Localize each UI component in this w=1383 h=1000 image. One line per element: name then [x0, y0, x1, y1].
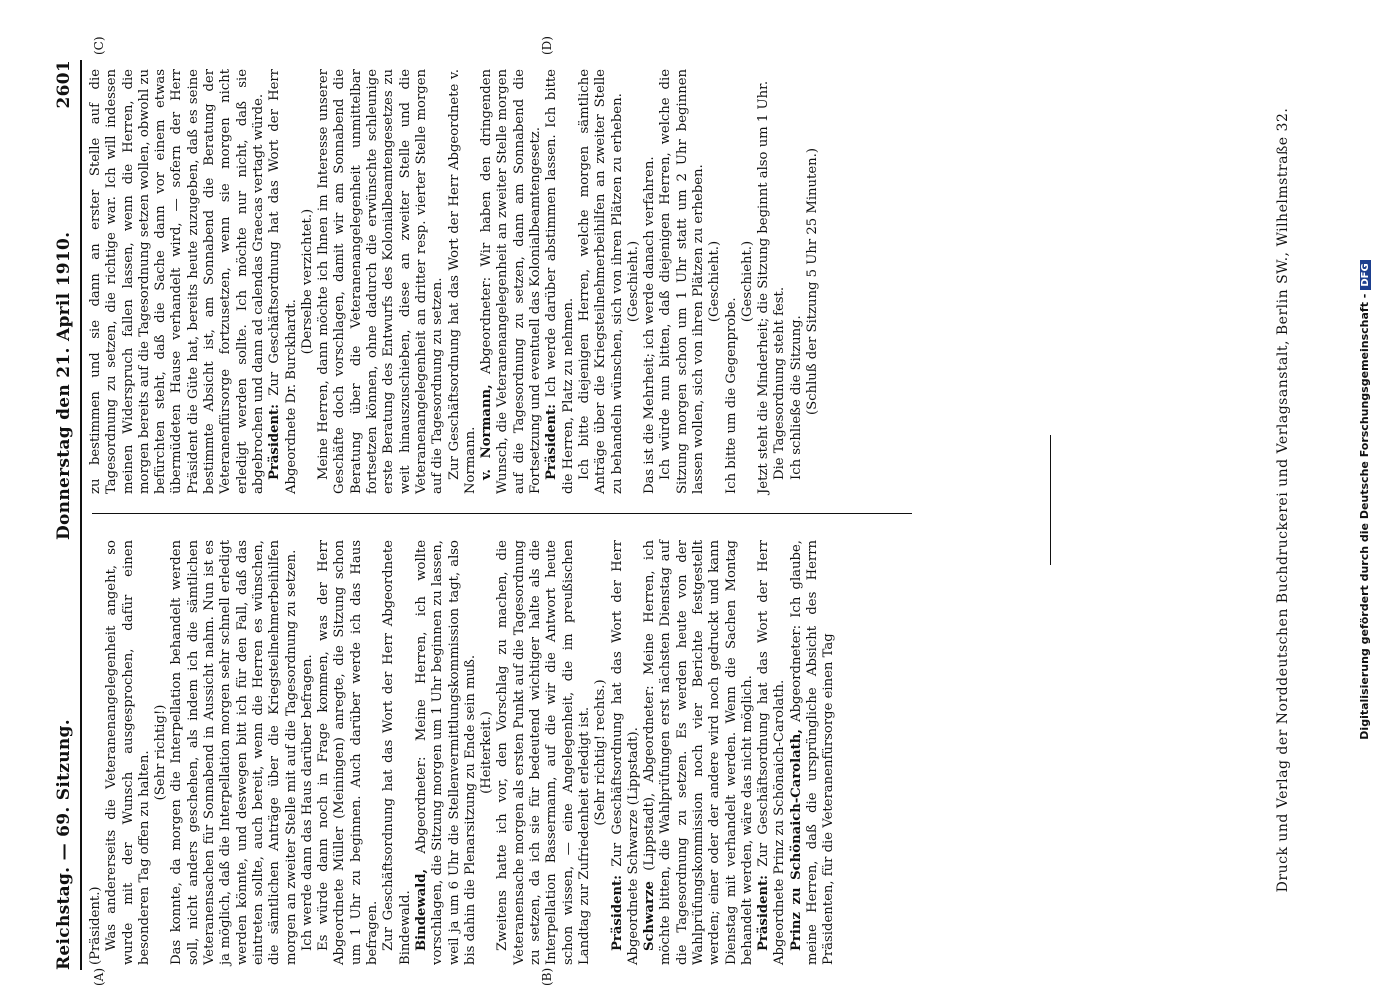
left-column-paragraph — [300, 540, 316, 965]
right-column-paragraph — [772, 69, 788, 494]
end-rule — [1050, 435, 1051, 565]
paragraph-text: Zur Geschäftsordnung hat das Wort der Herr Abgeordnete v. Normann. — [446, 69, 478, 494]
page-number: 2601 — [54, 60, 74, 109]
paragraph-text: Das konnte, da morgen die Interpellation behandelt werden soll, nicht anders geschehen, als indem ich die sämtlichen Veteranensachen für Sonnabend in Aussicht nahm. Nun ist es ja möglich, daß die Interpellation morgen sehr schnell erledigt werden könnte, und deswegen bitt ich für den Fall, daß das eintreten sollte, auch bereit, wenn die Herren es wünschen, die sämtlichen Anträge über die Kriegsteilnehmerbeihilfen morgen an zweiter Stelle mit auf die Tagesordnung zu setzen. — [169, 540, 299, 965]
right-column-paragraph — [479, 69, 544, 494]
paragraph-text: Zur Geschäftsordnung hat das Wort der Herr Abgeordnete Schwarze (Lippstadt). — [609, 540, 641, 965]
paragraph-text: (Sehr richtig! rechts.) — [593, 679, 609, 826]
left-column-paragraph — [104, 540, 153, 965]
imprint-line: Druck und Verlag der Norddeutschen Buchdruckerei und Verlagsanstalt, Berlin SW., Wilhelmstraße 32. — [1275, 107, 1291, 893]
paragraph-text: Meine Herren, dann möchte ich Ihnen im Interesse unserer Geschäfte doch vorschlagen, damit wir am Sonnabend die Beratung über die Veteranenangelegenheit unmittelbar fortsetzen können, ohne dadurch die erwünschte schleunige erste Beratung des Entwurfs des Kolonialbeamtengesetzes zu weit hinauszuschieben, diese an zweiter Stelle und die Veteranenangelegenheit an dritter resp. vierter Stelle morgen auf die Tagesordnung zu setzen. — [316, 69, 446, 494]
right-column-paragraph — [740, 69, 756, 494]
speaker-name: Präsident: — [756, 874, 772, 951]
digitization-text: Digitalisierung gefördert durch die Deutsche Forschungsgemeinschaft - — [1358, 293, 1371, 740]
right-column-paragraph — [707, 69, 723, 494]
paragraph-text: Zweitens hatte ich vor, den Vorschlag zu machen, die Veteranensache morgen als ersten Punkt auf die Tagesordnung zu setzen, da ich sie für bedeutend wichtiger halte als die Interpellation Bassermann, auf die wir die Antwort heute schon wissen, — eine Angelegenheit, die im preußischen Landtag zur Zufriedenheit erledigt ist. — [495, 540, 592, 965]
digitization-note — [1358, 0, 1371, 1000]
right-column-paragraph — [658, 69, 707, 494]
left-column-paragraph — [88, 540, 104, 965]
speaker-name: Präsident: — [544, 403, 560, 480]
header-title: Reichstag. — 69. Sitzung. — [54, 719, 74, 970]
page-header — [50, 60, 82, 970]
margin-letter-d: (D) — [540, 36, 554, 55]
paragraph-text: (Präsident.) — [88, 886, 103, 965]
paragraph-text: Die Tagesordnung steht fest. — [772, 286, 788, 480]
paragraph-text: (Geschieht.) — [707, 240, 723, 323]
left-column-paragraph — [756, 540, 789, 965]
left-column-paragraph — [479, 540, 495, 965]
paragraph-text: Abgeordneter: Wir haben den dringenden Wunsch, die Veteranenangelegenheit an zweiter Stelle morgen auf die Tagesordnung zu setzen, dann am Sonnabend die Fortsetzung und eventuell das Kolonialbeamtengesetz. — [479, 69, 544, 494]
left-column-paragraph — [642, 540, 756, 965]
paragraph-text: Zur Geschäftsordnung hat das Wort der Herr Abgeordnete Dr. Burckhardt. — [267, 69, 299, 494]
paragraph-text: (Sehr richtig!) — [153, 704, 169, 801]
speaker-name: Schwarze — [642, 881, 658, 951]
right-column-paragraph — [300, 69, 316, 494]
paragraph-text: (Heiterkeit.) — [479, 711, 495, 794]
speaker-name: Präsident: — [609, 874, 625, 951]
paragraph-text: Was andererseits die Veteranenangelegenheit angeht, so wurde mit der Wunsch ausgesprochen, dafür einen besonderen Tag offen zu halten. — [104, 540, 152, 965]
left-column-paragraph — [316, 540, 381, 965]
right-column-paragraph — [805, 69, 821, 494]
paragraph-text: zu bestimmen und sie dann an erster Stelle auf die Tagesordnung zu setzen, die richtige war. Ich will indessen meinen Widerspruch fallen lassen, wenn die Herren, die morgen bereits auf die Tagesordnung setzen wollen, obwohl zu befürchten steht, daß die Sache dann vor einem etwas übermüdeten Hause verhandelt wird, — sofern der Herr Präsident die Güte hat, bereits heute zuzugeben, daß es seine bestimmte Absicht ist, am Sonnabend die Beratung der Veteranenfürsorge fortzusetzen, wenn sie morgen nicht erledigt werden sollte. Ich möchte nur nicht, daß sie abgebrochen und dann ad calendas Graecas vertagt würde. — [88, 69, 266, 494]
paragraph-text: Es würde dann noch in Frage kommen, was der Herr Abgeordnete Müller (Meiningen) anregte, die Sitzung schon um 1 Uhr zu beginnen. Auch darüber werde ich das Haus befragen. — [316, 540, 381, 965]
right-column-paragraph — [267, 69, 300, 494]
left-column-paragraph — [610, 540, 643, 965]
left-column-paragraph — [593, 540, 609, 965]
left-column-paragraph — [169, 540, 299, 965]
left-column-paragraph — [495, 540, 593, 965]
left-column — [88, 540, 838, 965]
speaker-name: Präsident: — [267, 403, 283, 480]
paragraph-text: Zur Geschäftsordnung hat das Wort der Herr Abgeordnete Prinz zu Schönaich-Carolath. — [756, 540, 788, 965]
speaker-name: Prinz zu Schönaich-Carolath, — [788, 729, 804, 951]
right-column-paragraph — [88, 69, 267, 494]
paragraph-text: Ich würde nun bitten, daß diejenigen Herren, welche die Sitzung morgen schon um 1 Uhr statt um 2 Uhr beginnen lassen wollen, sich von ihren Plätzen zu erheben. — [658, 69, 706, 494]
paragraph-text: Abgeordneter: Ich glaube, meine Herren, daß die ursprüngliche Absicht des Herrn Präsidenten, für die Veteranenfürsorge einen Tag — [788, 540, 837, 965]
paragraph-text: Zur Geschäftsordnung hat das Wort der Herr Abgeordnete Bindewald. — [381, 540, 413, 965]
margin-letter-b: (B) — [540, 967, 554, 986]
speaker-name: Bindewald, — [413, 868, 429, 951]
paragraph-text: Das ist die Mehrheit; ich werde danach verfahren. — [642, 156, 658, 494]
paragraph-text: (Geschieht.) — [625, 240, 641, 323]
right-column-paragraph — [316, 69, 446, 494]
left-column-paragraph — [789, 540, 838, 965]
header-date: Donnerstag den 21. April 1910. — [54, 231, 74, 540]
paragraph-text: Ich bitte diejenigen Herren, welche morgen sämtliche Anträge über die Kriegsteilnehmerbeihilfen an zweiter Stelle zu behandeln wünschen, sich von ihren Plätzen zu erheben. — [576, 69, 625, 494]
right-column-paragraph — [544, 69, 577, 494]
right-column-paragraph — [642, 69, 658, 494]
right-column-paragraph — [626, 69, 642, 494]
paragraph-text: Ich werde dann das Haus darüber befragen. — [299, 654, 315, 951]
column-divider — [92, 513, 912, 514]
paragraph-text: Ich bitte um die Gegenprobe. — [723, 297, 739, 494]
left-column-paragraph — [414, 540, 479, 965]
dfg-logo: DFG — [1360, 260, 1371, 289]
paragraph-text: Jetzt steht die Minderheit; die Sitzung beginnt also um 1 Uhr. — [756, 80, 772, 494]
right-column-paragraph — [724, 69, 740, 494]
left-column-paragraph — [153, 540, 169, 965]
left-column-paragraph — [381, 540, 414, 965]
paragraph-text: (Geschieht.) — [739, 240, 755, 323]
right-column-paragraph — [756, 69, 772, 494]
paragraph-text: (Schluß der Sitzung 5 Uhr 25 Minuten.) — [805, 148, 821, 415]
speaker-name: v. Normann, — [479, 384, 495, 480]
paragraph-text: (Derselbe verzichtet.) — [299, 208, 315, 355]
paragraph-text: (Lippstadt), Abgeordneter: Meine Herren, ich möchte bitten, die Wahlprüfungen erst nächsten Dienstag auf die Tagesordnung zu setzen. Es werden heute von der Wahlprüfungskommission noch vier Berichte festgestellt werden; einer oder der andere wird noch gedruckt und kann Dienstag mit verhandelt werden. Wenn die Sachen Montag behandelt werden, wäre das nicht möglich. — [642, 540, 755, 965]
right-column-paragraph — [577, 69, 626, 494]
paragraph-text: Ich schließe die Sitzung. — [788, 315, 804, 480]
paragraph-text: Ich werde darüber abstimmen lassen. Ich bitte die Herren, Platz zu nehmen. — [544, 69, 576, 494]
margin-letter-a: (A) — [92, 967, 106, 986]
right-column — [88, 69, 821, 494]
right-column-paragraph — [789, 69, 805, 494]
right-column-paragraph — [447, 69, 480, 494]
paragraph-text: Abgeordneter: Meine Herren, ich wollte vorschlagen, die Sitzung morgen um 1 Uhr beginnen zu lassen, weil ja um 6 Uhr die Stellenvermittlungskommission tagt, also bis dahin die Plenarsitzung zu Ende sein muß. — [413, 540, 478, 965]
margin-letter-c: (C) — [92, 36, 106, 55]
